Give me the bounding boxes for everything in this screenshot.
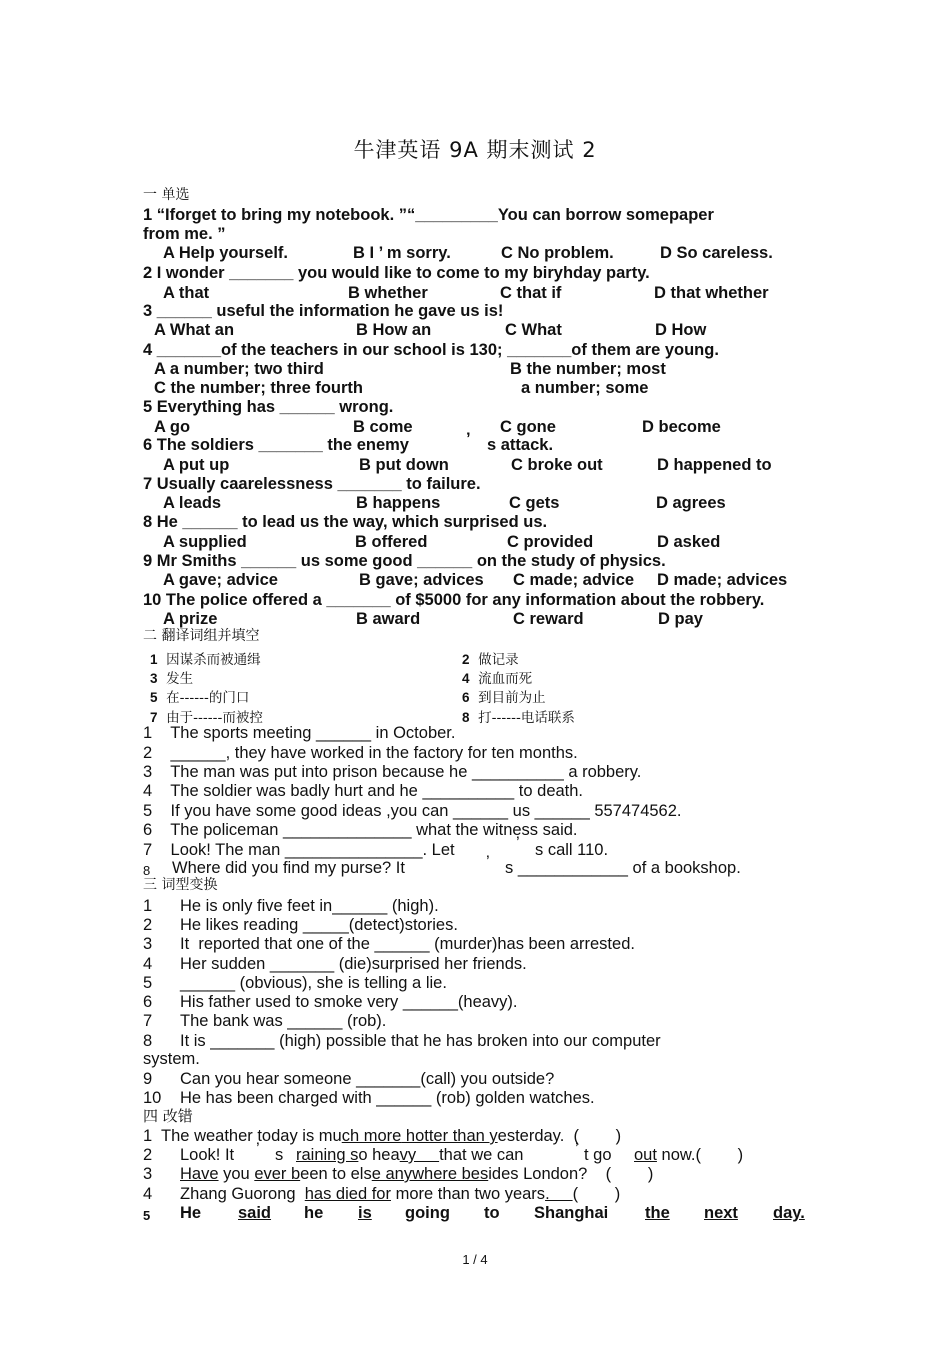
fill-sentence-3: 3 The man was put into prison because he __________ a robbery. — [143, 763, 642, 781]
question-3-option-d: D How — [655, 321, 707, 339]
question-10-stem: 10 The police offered a _______ of $5000 for any information about the robbery. — [143, 591, 765, 609]
correction-sentence-2-middle: raining so heavy that we can — [296, 1146, 524, 1164]
question-4-option-c: C the number; three fourth — [154, 379, 363, 397]
question-4-option-d: a number; some — [521, 379, 649, 397]
question-4-stem: 4 _______of the teachers in our school is 130; _______of them are young. — [143, 341, 719, 359]
question-7-option-c: C gets — [509, 494, 560, 512]
word-form-number-9: 9 — [143, 1070, 153, 1088]
question-2-option-d: D that whether — [654, 284, 769, 302]
fill-sentence-7-apostrophe: ’ — [516, 834, 520, 852]
question-5-option-b: B come — [353, 418, 413, 436]
correction-word-is: is — [358, 1204, 372, 1222]
correction-sentence-2-s: s — [275, 1146, 284, 1164]
question-8-option-a: A supplied — [163, 533, 247, 551]
question-9-option-a: A gave; advice — [163, 571, 278, 589]
correction-word-shanghai: Shanghai — [534, 1204, 609, 1222]
phrase-4: 4 流血而死 — [462, 671, 533, 687]
question-7-option-a: A leads — [163, 494, 222, 512]
fill-sentence-7: 7 Look! The man _______________. Let — [143, 841, 455, 859]
correction-sentence-2-end: out now.( ) — [634, 1146, 744, 1164]
correction-word-day: day. — [773, 1204, 805, 1222]
word-form-number-7: 7 — [143, 1012, 153, 1030]
correction-number-3: 3 — [143, 1165, 153, 1183]
fill-sentence-6: 6 The policeman ______________ what the witness said. — [143, 821, 578, 839]
question-2-option-a: A that — [163, 284, 210, 302]
question-6-option-d: D happened to — [657, 456, 772, 474]
question-1-option-b: B I ’ m sorry. — [353, 244, 451, 262]
question-6-stem-end: s attack. — [487, 436, 554, 454]
question-5-option-c: C gone — [500, 418, 556, 436]
fill-sentence-5: 5 If you have some good ideas ,you can ______ us ______ 557474562. — [143, 802, 682, 820]
word-form-sentence-10: He has been charged with ______ (rob) golden watches. — [180, 1089, 595, 1107]
word-form-sentence-5: ______ (obvious), she is telling a lie. — [180, 974, 447, 992]
question-2-option-b: B whether — [348, 284, 428, 302]
question-1-option-a: A Help yourself. — [163, 244, 288, 262]
correction-sentence-1: 1 The weather today is much more hotter than yesterday. ( ) — [143, 1127, 622, 1145]
correction-sentence-2-apostrophe-2: ’ — [575, 1140, 579, 1158]
question-5-option-a: A go — [154, 418, 191, 436]
question-3-option-a: A What an — [154, 321, 235, 339]
word-form-number-6: 6 — [143, 993, 153, 1011]
question-8-option-c: C provided — [507, 533, 594, 551]
correction-number-4: 4 — [143, 1185, 153, 1203]
question-10-option-d: D pay — [658, 610, 703, 628]
word-form-sentence-7: The bank was ______ (rob). — [180, 1012, 387, 1030]
question-2-option-c: C that if — [500, 284, 562, 302]
word-form-sentence-8-cont: system. — [143, 1050, 200, 1068]
word-form-number-5: 5 — [143, 974, 153, 992]
word-form-sentence-6: His father used to smoke very ______(heavy). — [180, 993, 518, 1011]
question-4-option-a: A a number; two third — [154, 360, 324, 378]
question-9-stem: 9 Mr Smiths ______ us some good ______ on the study of physics. — [143, 552, 666, 570]
correction-sentence-2-tgo: t go — [584, 1146, 612, 1164]
section-4-heading: 四 改错 — [143, 1107, 193, 1125]
question-1-option-d: D So careless. — [660, 244, 773, 262]
word-form-number-2: 2 — [143, 916, 153, 934]
correction-sentence-3: Have you ever been to else anywhere besides London? ( ) — [180, 1165, 654, 1183]
word-form-sentence-3: It reported that one of the ______ (murder)has been arrested. — [180, 935, 635, 953]
word-form-number-8: 8 — [143, 1032, 153, 1050]
word-form-sentence-9: Can you hear someone _______(call) you outside? — [180, 1070, 555, 1088]
word-form-sentence-8: It is _______ (high) possible that he has broken into our computer — [180, 1032, 661, 1050]
question-9-option-c: C made; advice — [513, 571, 635, 589]
phrase-7: 7 由于------而被控 — [150, 710, 263, 726]
question-10-option-a: A prize — [163, 610, 218, 628]
fill-sentence-8: Where did you find my purse? It — [172, 859, 405, 877]
question-7-option-b: B happens — [356, 494, 441, 512]
fill-sentence-8-end: s ____________ of a bookshop. — [505, 859, 741, 877]
question-8-option-d: D asked — [657, 533, 721, 551]
question-5-option-d: D become — [642, 418, 721, 436]
phrase-1: 1 因谋杀而被通缉 — [150, 652, 261, 668]
question-6-apostrophe: ’ — [466, 430, 471, 448]
question-4-option-b: B the number; most — [510, 360, 666, 378]
word-form-sentence-1: He is only five feet in______ (high). — [180, 897, 439, 915]
correction-sentence-2-start: Look! It — [180, 1146, 235, 1164]
section-2-heading: 二 翻译词组并填空 — [143, 628, 260, 644]
question-7-stem: 7 Usually caarelessness _______ to failure. — [143, 475, 481, 493]
fill-sentence-4: 4 The soldier was badly hurt and he __________ to death. — [143, 782, 584, 800]
question-9-option-b: B gave; advices — [359, 571, 484, 589]
fill-sentence-1: 1 The sports meeting ______ in October. — [143, 724, 456, 742]
fill-sentence-7-end: s call 110. — [535, 841, 609, 859]
word-form-number-10: 10 — [143, 1089, 162, 1107]
word-form-number-4: 4 — [143, 955, 153, 973]
phrase-5: 5 在------的门口 — [150, 690, 250, 706]
correction-word-he-2: he — [304, 1204, 324, 1222]
question-8-stem: 8 He ______ to lead us the way, which surprised us. — [143, 513, 548, 531]
question-3-option-c: C What — [505, 321, 562, 339]
correction-word-said: said — [238, 1204, 272, 1222]
question-6-option-c: C broke out — [511, 456, 603, 474]
question-1-option-c: C No problem. — [501, 244, 614, 262]
question-8-option-b: B offered — [355, 533, 428, 551]
question-1-stem: 1 “Iforget to bring my notebook. ”“_________You can borrow somepaper — [143, 206, 714, 224]
section-1-heading: 一 单选 — [143, 187, 190, 203]
phrase-3: 3 发生 — [150, 671, 194, 687]
correction-word-next: next — [704, 1204, 738, 1222]
section-3-heading: 三 词型变换 — [143, 877, 218, 893]
correction-sentence-2-apostrophe-1: ’ — [256, 1140, 260, 1158]
correction-word-to: to — [484, 1204, 500, 1222]
question-6-option-b: B put down — [359, 456, 449, 474]
fill-sentence-8-number: 8 — [143, 863, 151, 878]
question-10-option-c: C reward — [513, 610, 584, 628]
correction-word-the: the — [645, 1204, 670, 1222]
phrase-2: 2 做记录 — [462, 652, 519, 668]
question-2-stem: 2 I wonder _______ you would like to come to my biryhday party. — [143, 264, 650, 282]
question-3-stem: 3 ______ useful the information he gave us is! — [143, 302, 504, 320]
phrase-6: 6 到目前为止 — [462, 690, 546, 706]
correction-number-2: 2 — [143, 1146, 153, 1164]
word-form-sentence-4: Her sudden _______ (die)surprised her friends. — [180, 955, 527, 973]
fill-sentence-2: 2 ______, they have worked in the factory for ten months. — [143, 744, 578, 762]
question-10-option-b: B award — [356, 610, 421, 628]
question-3-option-b: B How an — [356, 321, 432, 339]
page-number: 1 / 4 — [462, 1252, 488, 1267]
question-1-stem-cont: from me. ” — [143, 225, 226, 243]
question-6-stem: 6 The soldiers _______ the enemy — [143, 436, 409, 454]
question-6-option-a: A put up — [163, 456, 230, 474]
question-9-option-d: D made; advices — [657, 571, 788, 589]
word-form-number-3: 3 — [143, 935, 153, 953]
phrase-8: 8 打------电话联系 — [462, 710, 575, 726]
page-title: 牛津英语 9A 期末测试 2 — [353, 138, 597, 162]
fill-sentence-8-apostrophe: ’ — [486, 853, 490, 871]
word-form-number-1: 1 — [143, 897, 153, 915]
correction-sentence-4: Zhang Guorong has died for more than two years. ( ) — [180, 1185, 621, 1203]
question-7-option-d: D agrees — [656, 494, 726, 512]
word-form-sentence-2: He likes reading _____(detect)stories. — [180, 916, 458, 934]
correction-word-he: He — [180, 1204, 202, 1222]
correction-number-5: 5 — [143, 1208, 151, 1223]
correction-word-going: going — [405, 1204, 450, 1222]
question-5-stem: 5 Everything has ______ wrong. — [143, 398, 394, 416]
